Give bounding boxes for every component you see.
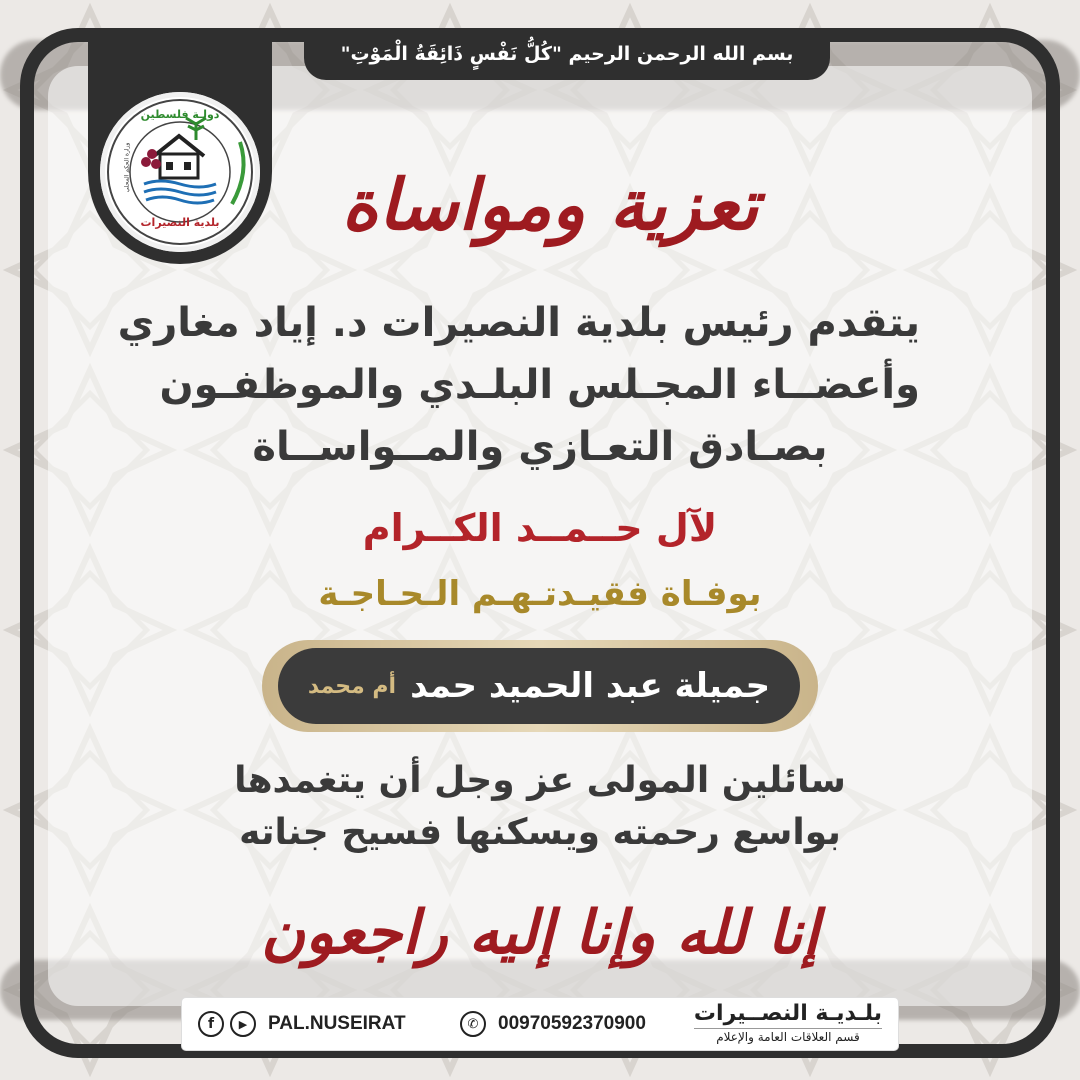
phone-number-text: 00970592370900 xyxy=(498,1013,646,1034)
message-line-2: وأعضــاء المجـلس البلـدي والموظفـون xyxy=(159,362,920,408)
family-name: لآل حــمــد الكــرام xyxy=(362,506,718,550)
footer-brand xyxy=(694,1000,882,1045)
basmala-text: بسم الله الرحمن الرحيم "كُلُّ نَفْسٍ ذَائِقَةُ الْمَوْتِ" xyxy=(340,43,794,65)
logo-ministry-text: وزارة الحكم المحلي xyxy=(123,142,131,193)
message-line-3: بصـادق التعـازي والمــواســاة xyxy=(252,424,828,470)
facebook-link[interactable] xyxy=(198,998,224,1050)
header-bar xyxy=(304,28,830,80)
facebook-icon: f xyxy=(198,1011,224,1037)
municipality-logo xyxy=(100,92,260,252)
logo-municipality-text: بلدية النصيرات xyxy=(140,216,220,229)
logo-country-text: دولـة فلسطين xyxy=(140,108,220,121)
prayer-line-2: بواسع رحمته ويسكنها فسيح جناته xyxy=(239,812,841,853)
youtube-icon: ▶ xyxy=(230,1011,256,1037)
whatsapp-icon: ✆ xyxy=(460,1011,486,1037)
phone-number[interactable] xyxy=(498,998,646,1050)
message-line-1: يتقدم رئيس بلدية النصيرات د. إياد مغاري xyxy=(117,300,920,346)
social-handle[interactable] xyxy=(268,998,406,1050)
condolence-title: تعزية ومواساة xyxy=(341,163,759,246)
quran-verse: إنا لله وإنا إليه راجعون xyxy=(260,898,820,968)
footer-bar xyxy=(182,998,898,1050)
deceased-kunya: أم محمد xyxy=(307,673,397,699)
whatsapp-link[interactable] xyxy=(460,998,486,1050)
footer-brand-dept: قسم العلاقات العامة والإعلام xyxy=(694,1028,882,1045)
social-handle-text: PAL.NUSEIRAT xyxy=(268,1013,406,1034)
deceased-name: جميلة عبد الحميد حمد xyxy=(410,666,771,706)
prayer-line-1: سائلين المولى عز وجل أن يتغمدها xyxy=(234,760,846,801)
deceased-intro: بوفـاة فقيـدتـهـم الـحـاجـة xyxy=(318,574,762,614)
footer-brand-name: بلـديـة النصــيرات xyxy=(693,1001,882,1026)
youtube-link[interactable] xyxy=(230,998,256,1050)
deceased-name-pill xyxy=(278,648,800,724)
